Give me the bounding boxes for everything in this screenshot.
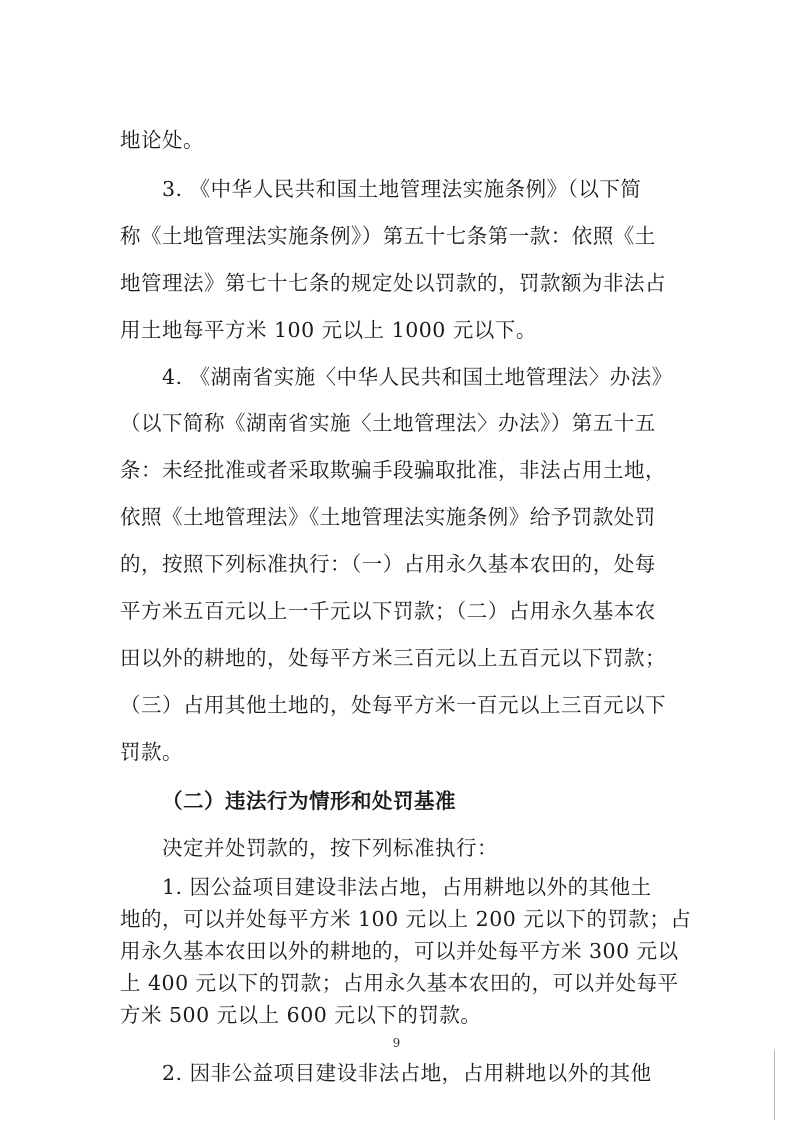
paragraph-line: 用永久基本农田以外的耕地的，可以并处每平方米 300 元以 xyxy=(120,939,679,963)
paragraph-line: 上 400 元以下的罚款；占用永久基本农田的，可以并处每平 xyxy=(120,971,679,995)
paragraph-line: 称《土地管理法实施条例》）第五十七条第一款：依照《土 xyxy=(120,224,656,248)
paragraph-line: 的，按照下列标准执行：（一）占用永久基本农田的，处每 xyxy=(120,552,656,576)
paragraph-line: 方米 500 元以上 600 元以下的罚款。 xyxy=(120,1003,482,1027)
paragraph-line: 条：未经批准或者采取欺骗手段骗取批准，非法占用土地， xyxy=(120,458,666,482)
paragraph-line: 地论处。 xyxy=(120,128,204,152)
paragraph-line: 地的，可以并处每平方米 100 元以上 200 元以下的罚款；占 xyxy=(120,907,692,931)
paragraph-line: 1. 因公益项目建设非法占地，占用耕地以外的其他土 xyxy=(162,875,652,899)
section-heading: （二）违法行为情形和处罚基准 xyxy=(162,789,456,813)
paragraph-line: （以下简称《湖南省实施〈土地管理法〉办法》）第五十五 xyxy=(120,411,656,435)
paragraph-line: 3. 《中华人民共和国土地管理法实施条例》（以下简 xyxy=(162,177,642,201)
page-number: 9 xyxy=(392,1036,401,1050)
paragraph-line: 地管理法》第七十七条的规定处以罚款的，罚款额为非法占 xyxy=(120,271,666,295)
paragraph-line: 决定并处罚款的，按下列标准执行： xyxy=(162,836,498,860)
paragraph-line: 用土地每平方米 100 元以上 1000 元以下。 xyxy=(120,318,537,342)
paragraph-line: （三）占用其他土地的，处每平方米一百元以上三百元以下 xyxy=(120,693,666,717)
paragraph-line: 4. 《湖南省实施〈中华人民共和国土地管理法〉办法》 xyxy=(162,365,673,389)
scan-edge-line xyxy=(774,1050,775,1120)
paragraph-line: 平方米五百元以上一千元以下罚款；（二）占用永久基本农 xyxy=(120,599,656,623)
paragraph-line: 依照《土地管理法》《土地管理法实施条例》给予罚款处罚 xyxy=(120,505,656,529)
paragraph-line: 田以外的耕地的，处每平方米三百元以上五百元以下罚款； xyxy=(120,646,666,670)
paragraph-line: 罚款。 xyxy=(120,740,183,764)
paragraph-line: 2. 因非公益项目建设非法占地，占用耕地以外的其他 xyxy=(162,1061,652,1085)
